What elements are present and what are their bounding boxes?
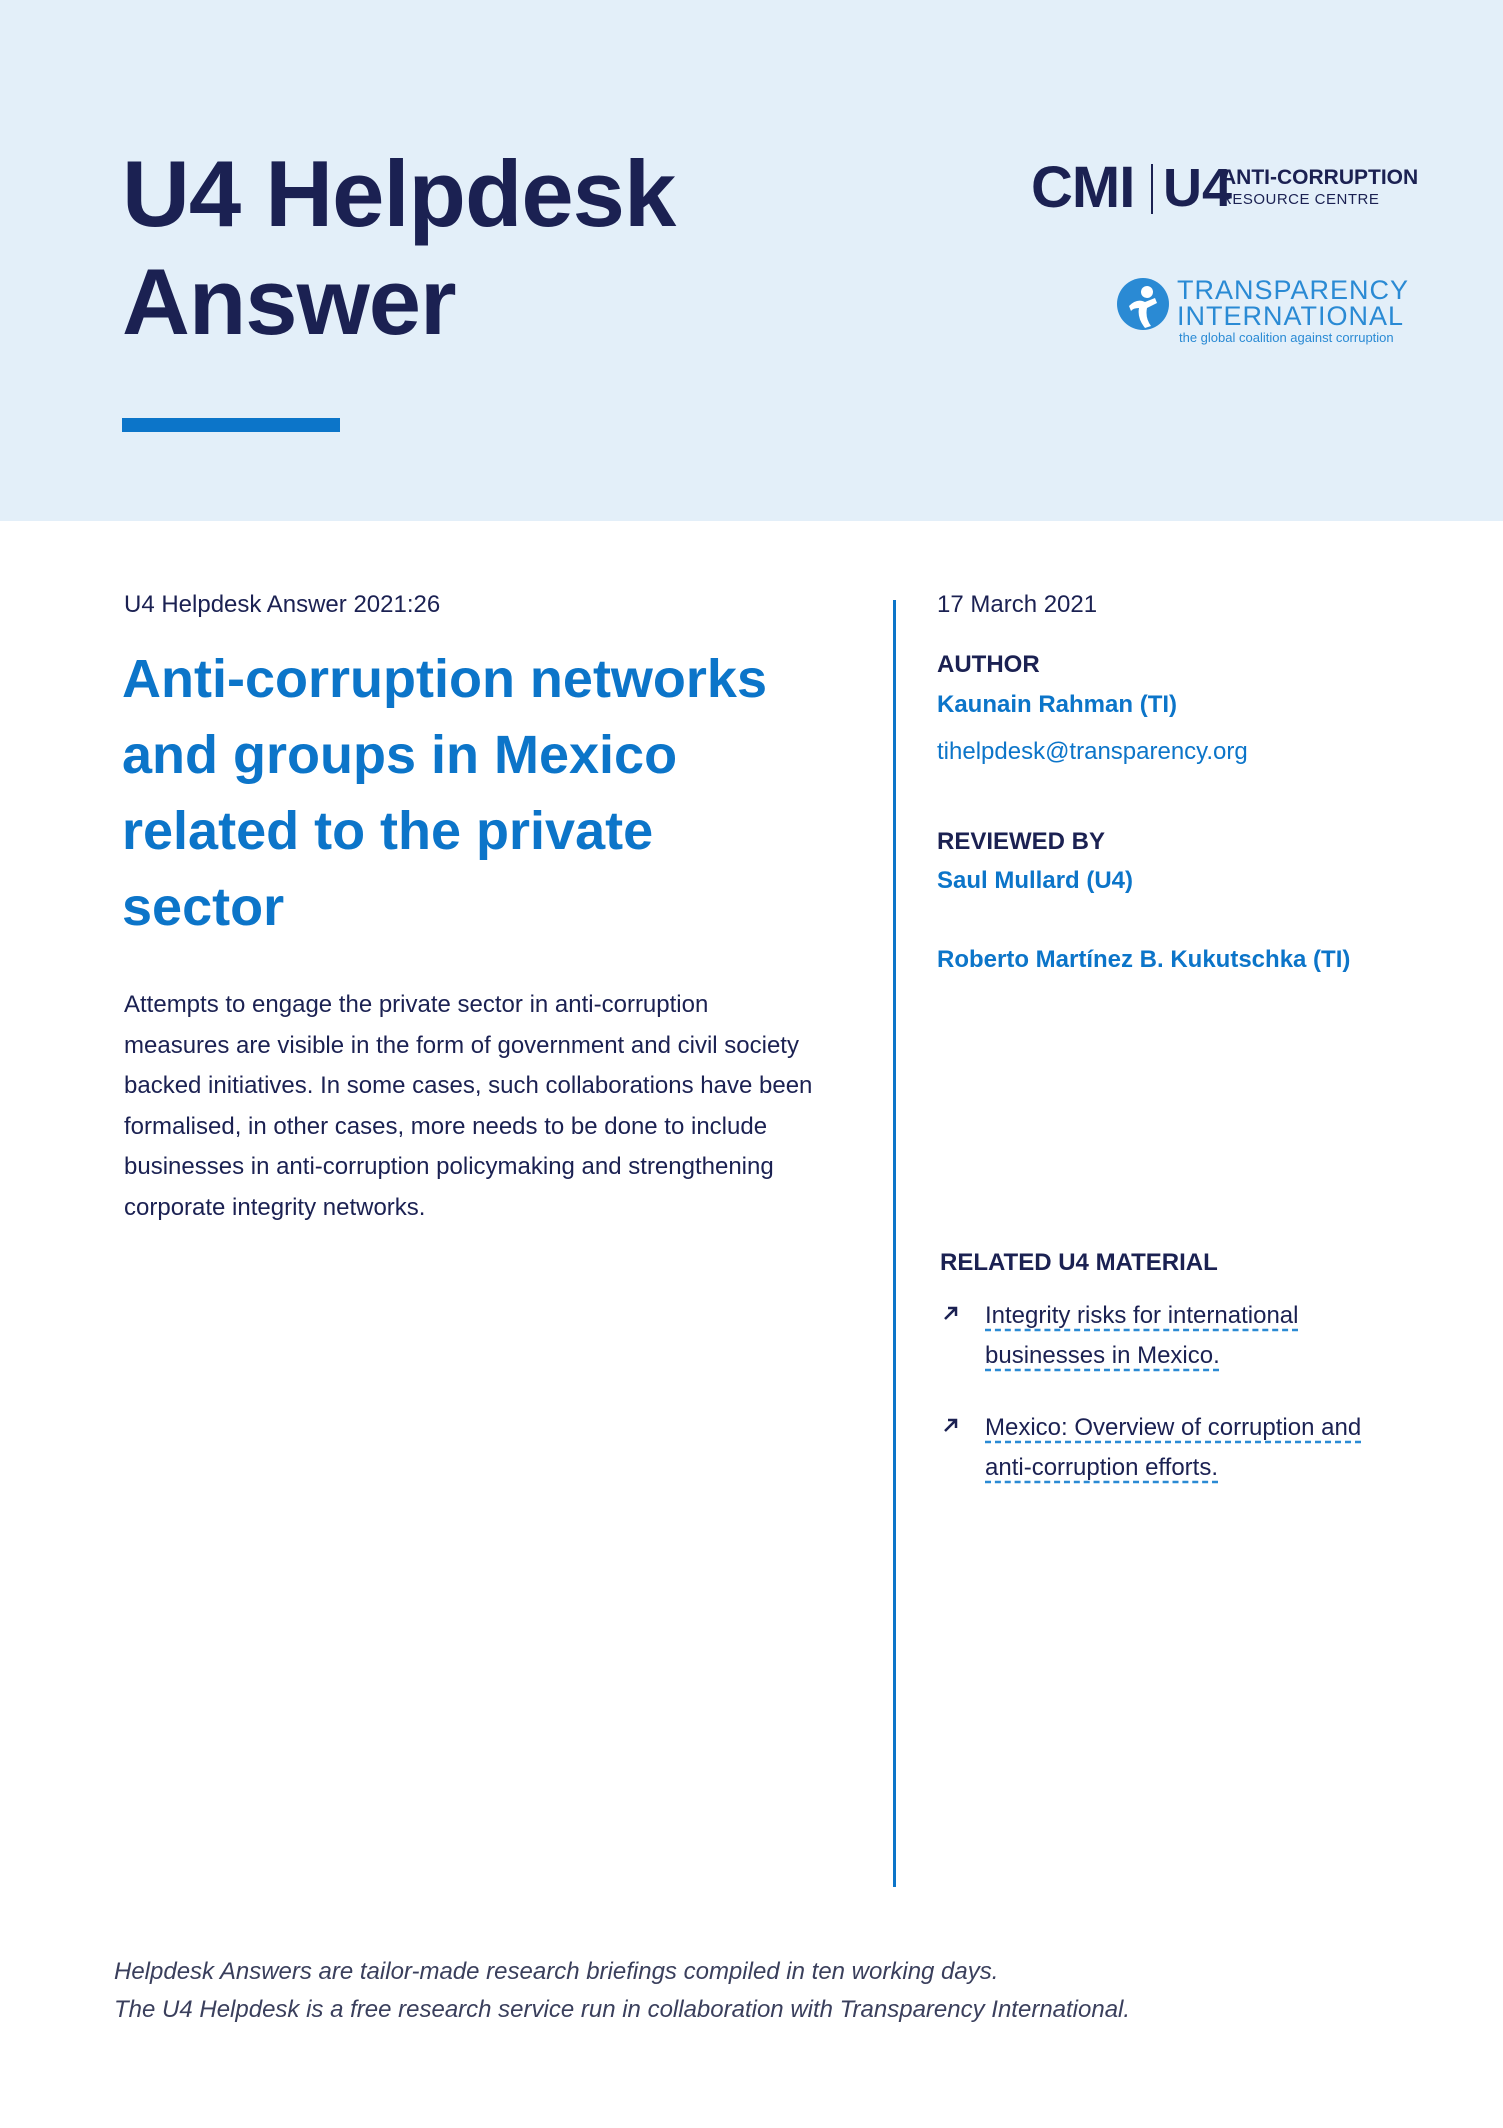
- banner-title: [122, 140, 675, 356]
- reviewer-name: Saul Mullard (U4): [937, 867, 1134, 894]
- footer-line2: The U4 Helpdesk is a free research service run in collaboration with Transparency International.: [114, 1996, 1131, 2023]
- ti-logo-tagline: the global coalition against corruption: [1179, 330, 1394, 345]
- author-label: AUTHOR: [937, 651, 1040, 678]
- reviewed-by-label: REVIEWED BY: [937, 828, 1106, 855]
- cmi-logo-text: CMI: [1031, 155, 1135, 220]
- u4-logo-text: U4: [1163, 158, 1233, 218]
- header-banner: [0, 0, 1503, 521]
- related-material-link[interactable]: Mexico: Overview of corruption and anti-corruption efforts.: [985, 1414, 1362, 1481]
- author-email-link[interactable]: tihelpdesk@transparency.org: [937, 738, 1248, 765]
- ti-logo-line1: TRANSPARENCY: [1177, 275, 1410, 305]
- related-material-link[interactable]: Integrity risks for international businesses in Mexico.: [985, 1302, 1299, 1369]
- publication-date: 17 March 2021: [937, 591, 1098, 618]
- related-material-label: RELATED U4 MATERIAL: [940, 1249, 1218, 1276]
- footer-note: [114, 1953, 1414, 2029]
- cmi-u4-logo: [1031, 155, 1419, 220]
- ti-emblem-icon: [1115, 276, 1171, 332]
- reviewer-name: Roberto Martínez B. Kukutschka (TI): [937, 946, 1351, 973]
- ti-logo-line2: INTERNATIONAL: [1177, 301, 1405, 331]
- author-name: Kaunain Rahman (TI): [937, 691, 1178, 718]
- u4-logo-line2: RESOURCE CENTRE: [1221, 191, 1380, 208]
- footer-line1: Helpdesk Answers are tailor-made research briefings compiled in ten working days.: [114, 1958, 999, 1985]
- u4-logo-line1: ANTI-CORRUPTION: [1221, 166, 1419, 189]
- logo-divider: [1151, 164, 1153, 214]
- banner-accent-rule: [122, 418, 340, 432]
- answer-reference: U4 Helpdesk Answer 2021:26: [124, 591, 441, 618]
- banner-title-line1: U4 Helpdesk: [122, 141, 676, 246]
- column-divider: [893, 600, 896, 1887]
- arrow-up-right-icon: [940, 1414, 962, 1436]
- document-title: Anti-corruption networks and groups in Mexico related to the private sector: [122, 649, 767, 937]
- transparency-international-logo: [1115, 272, 1410, 345]
- banner-title-line2: Answer: [122, 249, 456, 354]
- abstract-text: Attempts to engage the private sector in anti-corruption measures are visible in the form of government and civil society backed initiatives. In some cases, such collaborations have been formalised, in other cases, more needs to be done to include businesses in anti-corruption policymaking and strengthening corporate integrity networks.: [124, 991, 813, 1221]
- arrow-up-right-icon: [940, 1302, 962, 1324]
